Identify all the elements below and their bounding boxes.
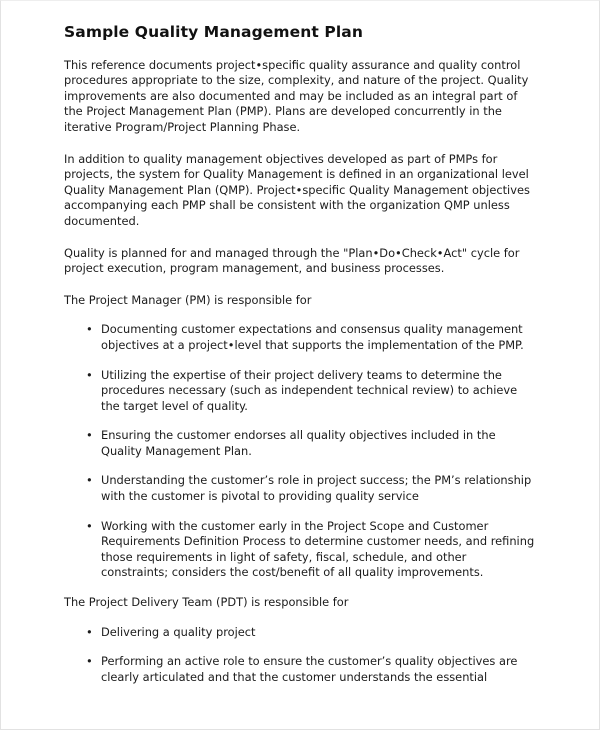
bullet-point-icon: • (86, 322, 93, 337)
list-item (64, 368, 535, 415)
responsibility-list-pdt (64, 625, 535, 686)
list-item (64, 428, 535, 459)
section-project-delivery-team (64, 595, 535, 685)
list-item-text: Understanding the customer’s role in project success; the PM’s relationship with the customer is pivotal to providing quality service (101, 473, 532, 504)
list-item-text: Delivering a quality project (101, 624, 256, 639)
list-item-text: Documenting customer expectations and consensus quality management objectives at a project•level that supports the implementation of the PMP. (101, 322, 524, 352)
list-item (64, 322, 535, 353)
document-body (1, 1, 599, 685)
bullet-point-icon: • (86, 654, 93, 669)
bullet-point-icon: • (86, 473, 93, 488)
bullet-point-icon: • (86, 428, 93, 443)
list-item-text: Working with the customer early in the Project Scope and Customer Requirements Definition Process to determine customer needs, and refining those requirements in light of safety, fiscal, schedule, and other constraints; considers the cost/benefit of all quality improvements. (101, 518, 535, 580)
paragraph-2: In addition to quality management objectives developed as part of PMPs for projects, the system for Quality Management is defined in an organizational level Quality Management Plan (QMP). Project•specific Quality Management objectives accompanying each PMP shall be consistent with the organization QMP unless documented. (64, 151, 530, 228)
responsibility-list-pm (64, 322, 535, 581)
list-item-text: Ensuring the customer endorses all quality objectives included in the Quality Management Plan. (101, 428, 496, 458)
paragraph-1: This reference documents project•specific quality assurance and quality control procedures appropriate to the size, complexity, and nature of the project. Quality improvements are also documented and may be included as an integral part of the Project Management Plan (PMP). Plans are developed concurrently in the iterative Program/Project Planning Phase. (64, 57, 529, 134)
list-item-text: Utilizing the expertise of their project delivery teams to determine the procedures necessary (such as independent technical review) to achieve the target level of quality. (101, 367, 518, 413)
list-item-text: Performing an active role to ensure the customer’s quality objectives are clearly articulated and that the customer understands the essential (101, 654, 518, 684)
list-item (64, 625, 535, 641)
section-project-manager (64, 293, 535, 581)
bullet-point-icon: • (86, 518, 93, 533)
list-item (64, 519, 535, 581)
bullet-point-icon: • (86, 624, 93, 639)
section-lead-in: The Project Manager (PM) is responsible for (64, 292, 312, 307)
list-item (64, 473, 535, 504)
bullet-point-icon: • (86, 367, 93, 382)
page-title: Sample Quality Management Plan (64, 23, 363, 41)
paragraph-3: Quality is planned for and managed through the "Plan•Do•Check•Act" cycle for project execution, program management, and business processes. (64, 245, 520, 276)
section-lead-in: The Project Delivery Team (PDT) is responsible for (64, 595, 349, 610)
list-item (64, 654, 535, 685)
